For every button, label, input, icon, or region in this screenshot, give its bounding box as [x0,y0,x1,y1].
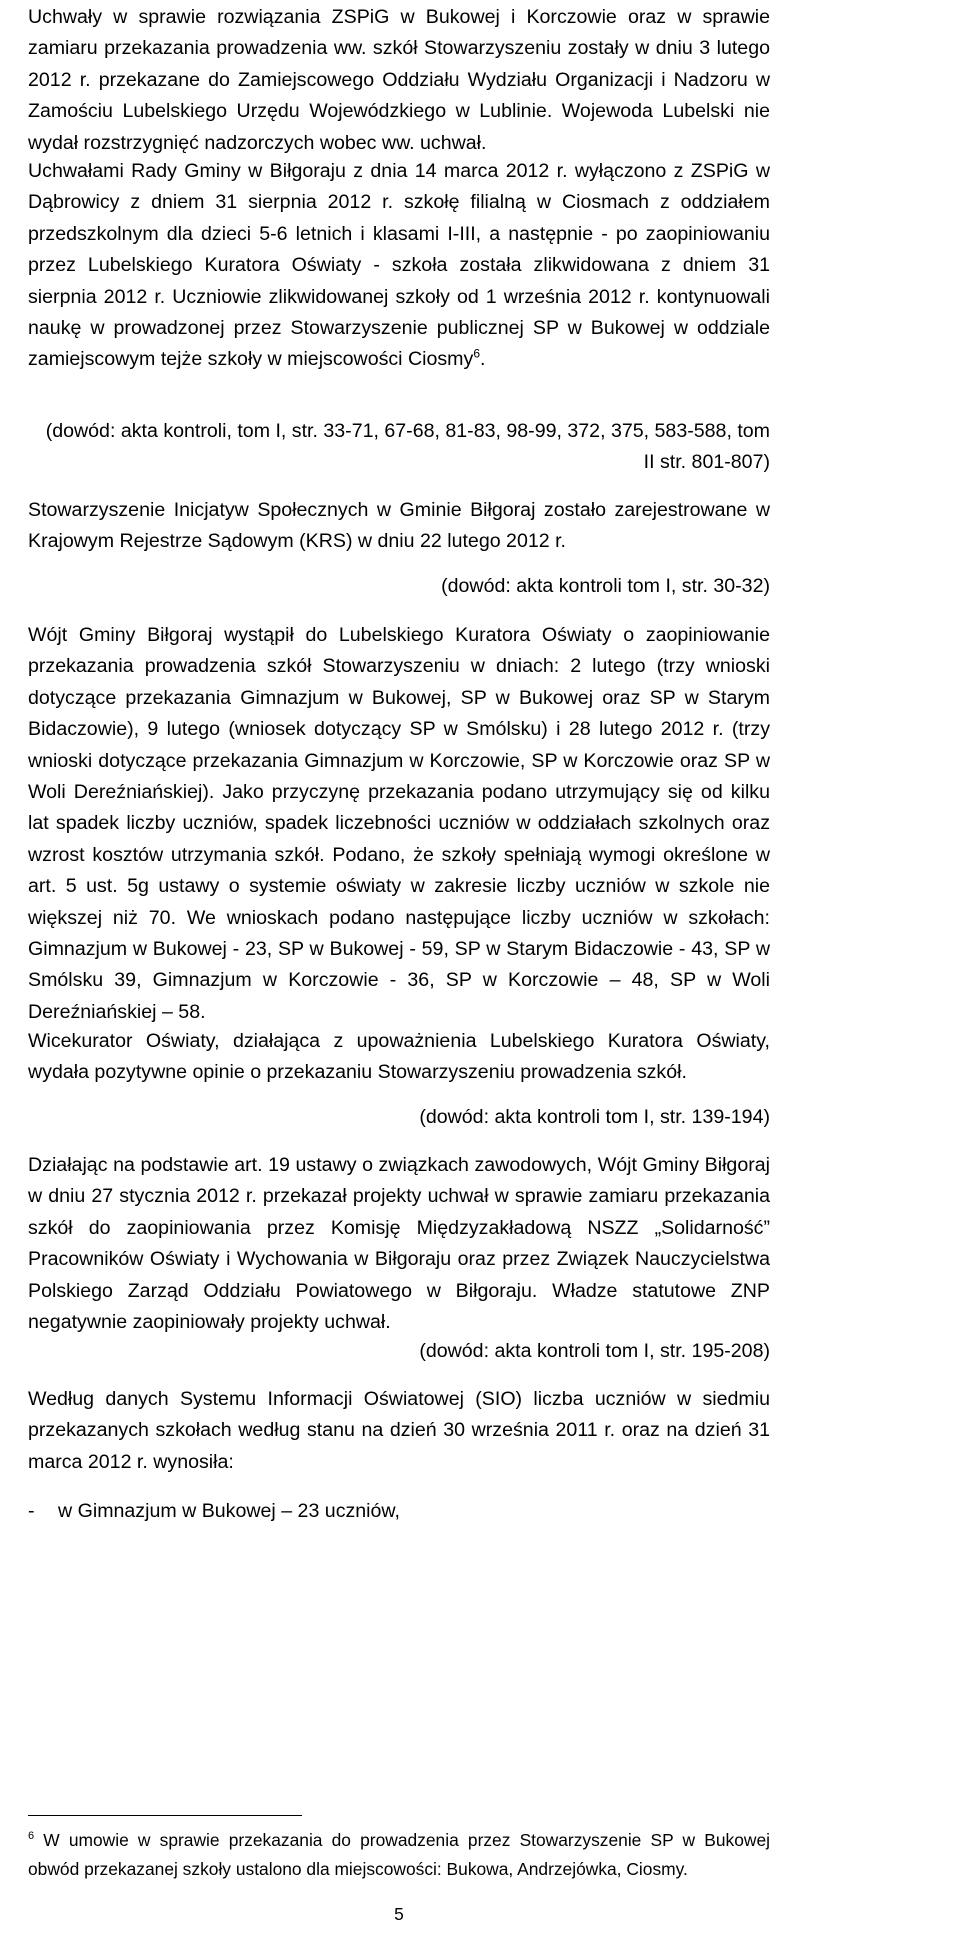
paragraph-wedlug-sio: Według danych Systemu Informacji Oświatowej (SIO) liczba uczniów w siedmiu przekazanych szkołach według stanu na dzień 30 września 2011 r. oraz na dzień 31 marca 2012 r. wynosiła: [28,1388,770,1473]
paragraph-wicekurator: Wicekurator Oświaty, działająca z upoważnienia Lubelskiego Kuratora Oświaty, wydała pozytywne opinie o przekazaniu Stowarzyszeniu prowadzenia szkół. [28,1030,770,1084]
evidence-citation-3: (dowód: akta kontroli tom I, str. 139-194) [419,1106,770,1128]
footnote-text: W umowie w sprawie przekazania do prowadzenia przez Stowarzyszenie SP w Bukowej obwód przekazanej szkoły ustalono dla miejscowości: Bukowa, Andrzejówka, Ciosmy. [28,1830,770,1879]
paragraph-wojt-wystapil: Wójt Gminy Biłgoraj wystąpił do Lubelskiego Kuratora Oświaty o zaopiniowanie przekazania prowadzenia szkół Stowarzyszeniu w dniach: 2 lutego (trzy wnioski dotyczące przekazania Gimnazjum w Bukowej, SP w Bukowej oraz SP w Starym Bidaczowie), 9 lutego (wniosek dotyczący SP w Smólsku) i 28 lutego 2012 r. (trzy wnioski dotyczące przekazania Gimnazjum w Korczowie, SP w Korczowie oraz SP w Woli Dereźniańskiej). Jako przyczynę przekazania podano utrzymujący się od kilku lat spadek liczby uczniów, spadek liczebności uczniów w oddziałach szkolnych oraz wzrost kosztów utrzymania szkół. Podano, że szkoły spełniają wymogi określone w art. 5 ust. 5g ustawy o systemie oświaty w zakresie liczby uczniów w szkole nie większej niż 70. We wnioskach podano następujące liczby uczniów w szkołach: Gimnazjum w Bukowej - 23, SP w Bukowej - 59, SP w Starym Bidaczowie - 43, SP w Smólsku 39, Gimnazjum w Korczowie - 36, SP w Korczowie – 48, SP w Woli Dereźniańskiej – 58. [28,624,770,1023]
paragraph-text: Uchwałami Rady Gminy w Biłgoraju z dnia 14 marca 2012 r. wyłączono z ZSPiG w Dąbrowicy z dniem 31 sierpnia 2012 r. szkołę filialną w Ciosmach z oddziałem przedszkolnym dla dzieci 5-6 letnich i klasami I-III, a następnie - po zaopiniowaniu przez Lubelskiego Kuratora Oświaty - szkoła została zlikwidowana z dniem 31 sierpnia 2012 r. Uczniowie zlikwidowanej szkoły od 1 września 2012 r. kontynuowali naukę w prowadzonej przez Stowarzyszenie publicznej SP w Bukowej w oddziale zamiejscowym tejże szkoły w miejscowości Ciosmy [28,160,770,371]
evidence-citation-2: (dowód: akta kontroli tom I, str. 30-32) [441,575,770,597]
list-dash: - [28,1500,35,1522]
evidence-citation-4: (dowód: akta kontroli tom I, str. 195-208) [419,1340,770,1362]
paragraph-uchwalami-rady-gminy [28,156,770,376]
evidence-citation-1b: II str. 801-807) [643,451,770,473]
footnote-reference[interactable]: 6 [473,346,480,361]
page-number: 5 [394,1904,404,1924]
footnote-marker: 6 [28,1830,35,1843]
document-page [28,0,770,1950]
footnote-separator [28,1815,302,1816]
paragraph-stowarzyszenie-krs: Stowarzyszenie Inicjatyw Społecznych w Gminie Biłgoraj zostało zarejestrowane w Krajowym Rejestrze Sądowym (KRS) w dniu 22 lutego 2012 r. [28,499,770,553]
list-item-text: w Gimnazjum w Bukowej – 23 uczniów, [58,1500,400,1522]
paragraph-end: . [480,348,486,371]
evidence-citation-1a: (dowód: akta kontroli, tom I, str. 33-71, 67-68, 81-83, 98-99, 372, 375, 583-588, tom [45,420,770,442]
paragraph-dzialajac: Działając na podstawie art. 19 ustawy o związkach zawodowych, Wójt Gminy Biłgoraj w dniu 27 stycznia 2012 r. przekazał projekty uchwał w sprawie zamiaru przekazania szkół do zaopiniowania przez Komisję Międzyzakładową NSZZ „Solidarność” Pracowników Oświaty i Wychowania w Biłgoraju oraz przez Związek Nauczycielstwa Polskiego Zarząd Oddziału Powiatowego w Biłgoraju. Władze statutowe ZNP negatywnie zaopiniowały projekty uchwał. [28,1154,770,1334]
paragraph-uchwaly: Uchwały w sprawie rozwiązania ZSPiG w Bukowej i Korczowie oraz w sprawie zamiaru przekazania prowadzenia ww. szkół Stowarzyszeniu zostały w dniu 3 lutego 2012 r. przekazane do Zamiejscowego Oddziału Wydziału Organizacji i Nadzoru w Zamościu Lubelskiego Urzędu Wojewódzkiego w Lublinie. Wojewoda Lubelski nie wydał rozstrzygnięć nadzorczych wobec ww. uchwał. [28,6,770,154]
list-item [28,1496,770,1527]
footnote [28,1826,770,1884]
